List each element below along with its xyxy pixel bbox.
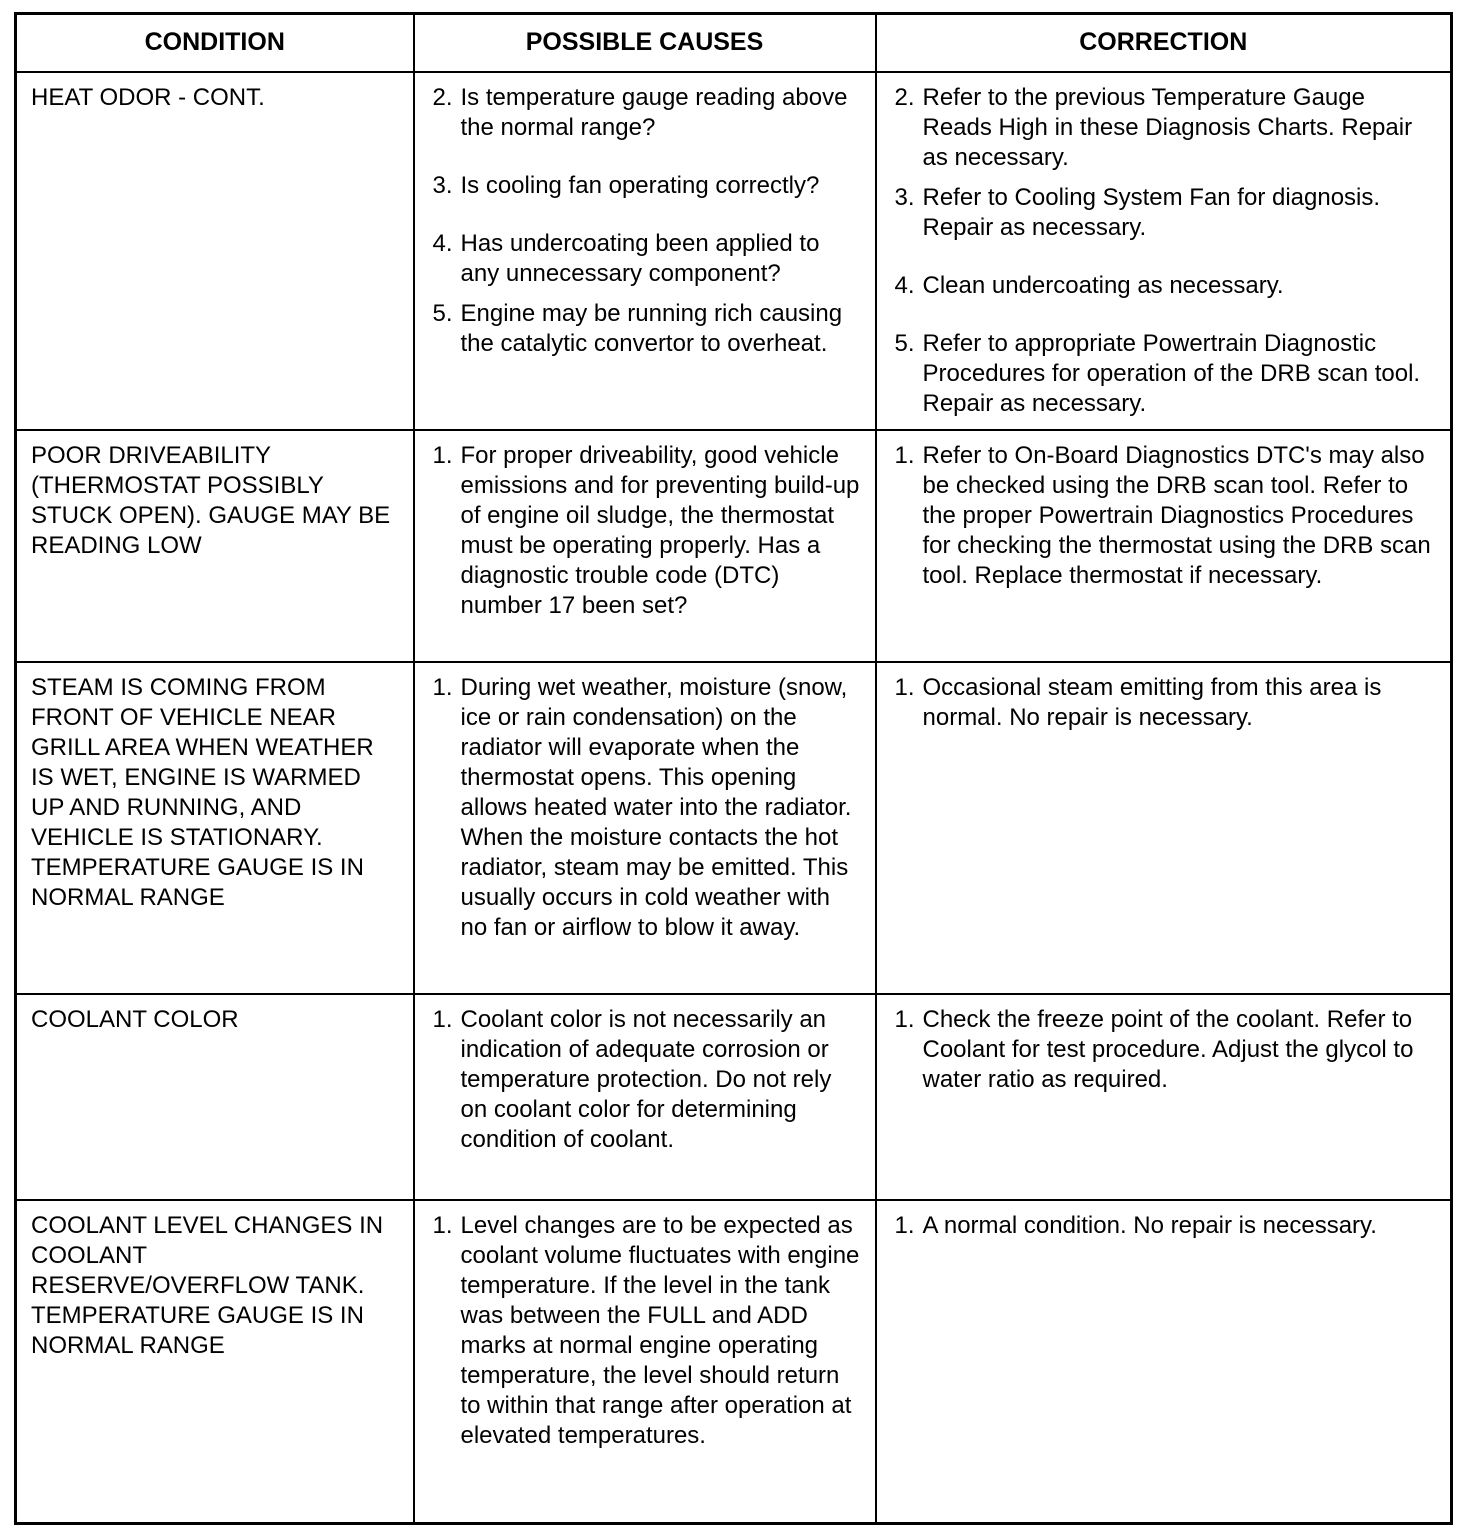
causes-cell <box>414 72 876 430</box>
diagnosis-chart <box>14 12 1453 1525</box>
cause-item: 1. During wet weather, moisture (snow, ice or rain condensation) on the radiator will evaporate when the thermostat opens. This opening allows heated water into the radiator. When the moisture contacts the hot radiator, steam may be emitted. This usually occurs in cold weather with no fan or airflow to blow it away. <box>432 673 852 941</box>
table-row <box>16 994 1452 1200</box>
cause-item: 4. Has undercoating been applied to any unnecessary component? <box>432 229 820 287</box>
correction-item: 1. Occasional steam emitting from this area is normal. No repair is necessary. <box>894 673 1382 731</box>
cause-item: 1. For proper driveability, good vehicle emissions and for preventing build-up of engine oil sludge, the thermostat must be operating properly. Has a diagnostic trouble code (DTC) number 17 been set? <box>432 441 860 619</box>
header-correction: CORRECTION <box>876 14 1452 72</box>
correction-item: 5. Refer to appropriate Powertrain Diagnostic Procedures for operation of the DRB scan tool. Repair as necessary. <box>894 329 1421 417</box>
header-possible-causes: POSSIBLE CAUSES <box>414 14 876 72</box>
correction-item: 1. Check the freeze point of the coolant. Refer to Coolant for test procedure. Adjust the glycol to water ratio as required. <box>894 1005 1414 1093</box>
condition-cell: HEAT ODOR - CONT. <box>16 72 414 430</box>
correction-cell <box>876 430 1452 662</box>
cause-item: 1. Coolant color is not necessarily an indication of adequate corrosion or temperature protection. Do not rely on coolant color for determining condition of coolant. <box>432 1005 832 1153</box>
condition-cell: COOLANT LEVEL CHANGES IN COOLANT RESERVE/OVERFLOW TANK. TEMPERATURE GAUGE IS IN NORMAL RANGE <box>16 1200 414 1524</box>
correction-item: 2. Refer to the previous Temperature Gauge Reads High in these Diagnosis Charts. Repair as necessary. <box>894 83 1413 171</box>
header-row <box>16 14 1452 72</box>
correction-item: 3. Refer to Cooling System Fan for diagnosis. Repair as necessary. <box>894 183 1381 241</box>
correction-item: 4. Clean undercoating as necessary. <box>894 271 1284 299</box>
cause-item: 1. Level changes are to be expected as coolant volume fluctuates with engine temperature. If the level in the tank was between the FULL and ADD marks at normal engine operating temperature, the level should return to within that range after operation at elevated temperatures. <box>432 1211 860 1449</box>
table-row <box>16 1200 1452 1524</box>
condition-cell: STEAM IS COMING FROM FRONT OF VEHICLE NEAR GRILL AREA WHEN WEATHER IS WET, ENGINE IS WARMED UP AND RUNNING, AND VEHICLE IS STATIONARY. TEMPERATURE GAUGE IS IN NORMAL RANGE <box>16 662 414 994</box>
condition-cell: COOLANT COLOR <box>16 994 414 1200</box>
correction-cell <box>876 1200 1452 1524</box>
table-row <box>16 662 1452 994</box>
cause-item: 3. Is cooling fan operating correctly? <box>432 171 820 199</box>
header-condition: CONDITION <box>16 14 414 72</box>
causes-cell <box>414 994 876 1200</box>
causes-cell <box>414 430 876 662</box>
causes-cell <box>414 1200 876 1524</box>
table-row <box>16 430 1452 662</box>
causes-cell <box>414 662 876 994</box>
cause-item: 2. Is temperature gauge reading above the normal range? <box>432 83 848 141</box>
table-row <box>16 72 1452 430</box>
correction-cell <box>876 72 1452 430</box>
cause-item: 5. Engine may be running rich causing the catalytic convertor to overheat. <box>432 299 843 357</box>
correction-cell <box>876 994 1452 1200</box>
correction-item: 1. Refer to On-Board Diagnostics DTC's may also be checked using the DRB scan tool. Refer to the proper Powertrain Diagnostics Procedures for checking the thermostat using the DRB scan tool. Replace thermostat if necessary. <box>894 441 1431 589</box>
condition-cell: POOR DRIVEABILITY (THERMOSTAT POSSIBLY STUCK OPEN). GAUGE MAY BE READING LOW <box>16 430 414 662</box>
correction-cell <box>876 662 1452 994</box>
correction-item: 1. A normal condition. No repair is necessary. <box>894 1211 1377 1239</box>
